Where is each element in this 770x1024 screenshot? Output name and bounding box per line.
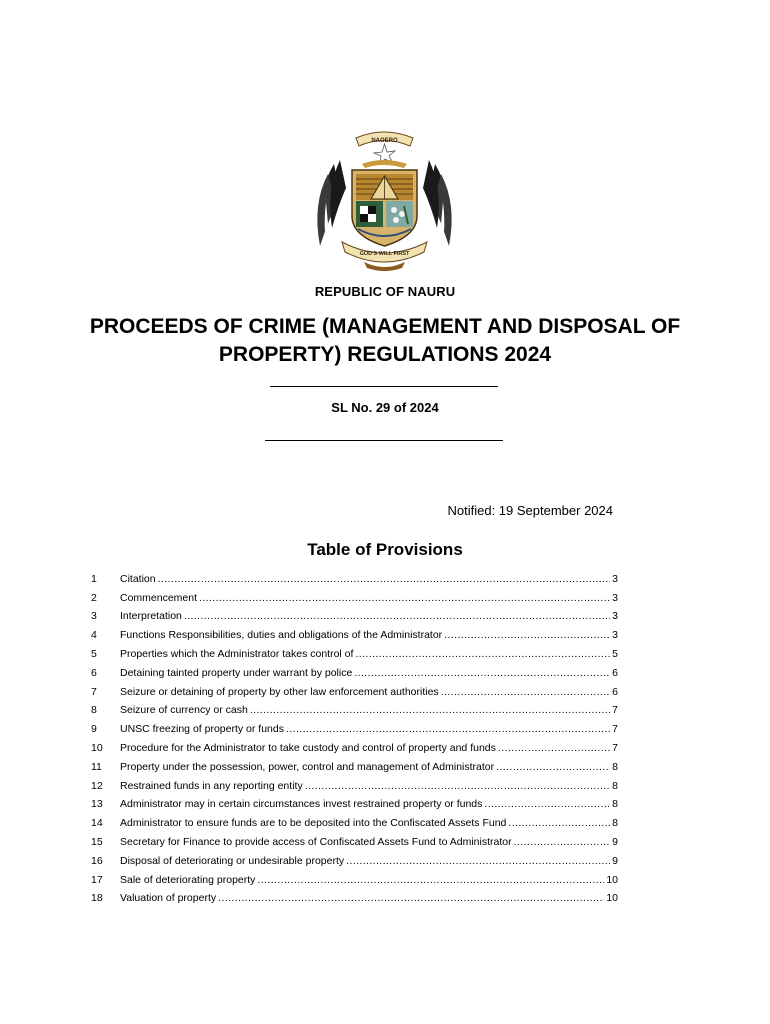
svg-text:GOD'S WILL FIRST: GOD'S WILL FIRST: [359, 251, 410, 257]
toc-entry-label: Commencement: [120, 591, 198, 604]
toc-entry-number: 7: [91, 685, 97, 698]
toc-dot-leader: [257, 874, 604, 887]
toc-entry-label: Citation: [120, 572, 156, 585]
toc-dot-leader: [498, 742, 610, 755]
toc-entry-page: 7: [612, 704, 618, 717]
toc-entry-number: 4: [91, 629, 97, 642]
toc-dot-leader: [184, 610, 610, 623]
coat-of-arms-icon: [312, 124, 457, 274]
toc-entry-page: 8: [612, 817, 618, 830]
toc-entry-number: 9: [91, 723, 97, 736]
toc-entry[interactable]: [91, 567, 618, 586]
toc-entry-number: 18: [91, 892, 103, 905]
toc-entry[interactable]: [91, 586, 618, 605]
toc-entry[interactable]: [91, 661, 618, 680]
toc-entry-label: Detaining tainted property under warrant by police: [120, 666, 353, 679]
toc-entry-page: 10: [606, 892, 618, 905]
toc-dot-leader: [199, 592, 610, 605]
toc-dot-leader: [496, 761, 610, 774]
divider-top: [270, 386, 498, 387]
country-heading: REPUBLIC OF NAURU: [314, 284, 456, 299]
toc-entry-number: 10: [91, 741, 103, 754]
toc-entry-label: Functions Responsibilities, duties and obligations of the Administrator: [120, 629, 443, 642]
toc-entry-page: 9: [612, 854, 618, 867]
toc-entry[interactable]: [91, 849, 618, 868]
toc-entry-page: 3: [612, 610, 618, 623]
sl-number: SL No. 29 of 2024: [331, 400, 439, 415]
toc-dot-leader: [286, 723, 610, 736]
toc-entry-page: 5: [612, 647, 618, 660]
toc-entry[interactable]: [91, 623, 618, 642]
toc-entry-number: 13: [91, 798, 103, 811]
toc-entry-number: 5: [91, 647, 97, 660]
toc-dot-leader: [355, 648, 610, 661]
toc-entry-label: Seizure or detaining of property by other law enforcement authorities: [120, 685, 439, 698]
toc-entry-label: Properties which the Administrator takes control of: [120, 647, 354, 660]
toc-entry-number: 14: [91, 817, 103, 830]
toc-dot-leader: [514, 836, 611, 849]
toc-entry-label: Procedure for the Administrator to take custody and control of property and funds: [120, 741, 496, 754]
toc-entry[interactable]: [91, 774, 618, 793]
toc-entry-page: 10: [606, 873, 618, 886]
toc-entry-page: 8: [612, 779, 618, 792]
toc-entry[interactable]: [91, 717, 618, 736]
toc-dot-leader: [444, 629, 610, 642]
toc-entry-page: 8: [612, 798, 618, 811]
table-of-provisions: [91, 567, 618, 905]
toc-entry-label: Sale of deteriorating property: [120, 873, 256, 886]
toc-entry[interactable]: [91, 605, 618, 624]
divider-bottom: [265, 440, 503, 441]
toc-entry-label: UNSC freezing of property or funds: [120, 723, 284, 736]
toc-entry-number: 2: [91, 591, 97, 604]
regulation-title: PROCEEDS OF CRIME (MANAGEMENT AND DISPOSAL OF PROPERTY) REGULATIONS 2024: [89, 315, 681, 366]
toc-entry[interactable]: [91, 680, 618, 699]
toc-entry-page: 3: [612, 591, 618, 604]
toc-entry-number: 12: [91, 779, 103, 792]
toc-entry[interactable]: [91, 887, 618, 906]
toc-entry-page: 6: [612, 685, 618, 698]
toc-entry-page: 6: [612, 666, 618, 679]
toc-entry-number: 11: [91, 760, 102, 773]
toc-entry-label: Administrator to ensure funds are to be deposited into the Confiscated Assets Fund: [120, 817, 507, 830]
toc-entry-page: 8: [612, 760, 618, 773]
notified-date: Notified: 19 September 2024: [447, 503, 613, 518]
toc-entry-number: 1: [91, 572, 97, 585]
toc-dot-leader: [218, 892, 604, 905]
toc-entry-label: Disposal of deteriorating or undesirable property: [120, 854, 345, 867]
toc-dot-leader: [484, 798, 610, 811]
toc-entry-label: Restrained funds in any reporting entity: [120, 779, 303, 792]
toc-dot-leader: [441, 686, 610, 699]
toc-entry-label: Valuation of property: [120, 892, 217, 905]
toc-heading: Table of Provisions: [307, 540, 463, 559]
toc-entry-number: 3: [91, 610, 97, 623]
toc-entry-page: 7: [612, 741, 618, 754]
toc-entry-label: Administrator may in certain circumstances invest restrained property or funds: [120, 798, 483, 811]
toc-dot-leader: [158, 573, 611, 586]
svg-text:NAOERO: NAOERO: [371, 138, 398, 144]
toc-entry[interactable]: [91, 699, 618, 718]
toc-dot-leader: [354, 667, 610, 680]
toc-entry-page: 9: [612, 835, 618, 848]
toc-entry-number: 8: [91, 704, 97, 717]
toc-entry-label: Property under the possession, power, control and management of Administrator: [120, 760, 495, 773]
toc-entry[interactable]: [91, 868, 618, 887]
toc-entry-label: Interpretation: [120, 610, 182, 623]
toc-entry[interactable]: [91, 736, 618, 755]
toc-entry[interactable]: [91, 642, 618, 661]
toc-entry-label: Seizure of currency or cash: [120, 704, 248, 717]
toc-entry-number: 15: [91, 835, 103, 848]
toc-entry-number: 16: [91, 854, 103, 867]
toc-entry[interactable]: [91, 755, 618, 774]
toc-entry-number: 6: [91, 666, 97, 679]
toc-dot-leader: [346, 855, 610, 868]
toc-dot-leader: [305, 780, 610, 793]
toc-dot-leader: [250, 704, 610, 717]
toc-dot-leader: [508, 817, 610, 830]
toc-entry-label: Secretary for Finance to provide access of Confiscated Assets Fund to Administrator: [120, 835, 512, 848]
toc-entry-page: 7: [612, 723, 618, 736]
toc-entry-page: 3: [612, 629, 618, 642]
toc-entry-page: 3: [612, 572, 618, 585]
toc-entry[interactable]: [91, 811, 618, 830]
toc-entry[interactable]: [91, 830, 618, 849]
toc-entry-number: 17: [91, 873, 103, 886]
toc-entry[interactable]: [91, 793, 618, 812]
